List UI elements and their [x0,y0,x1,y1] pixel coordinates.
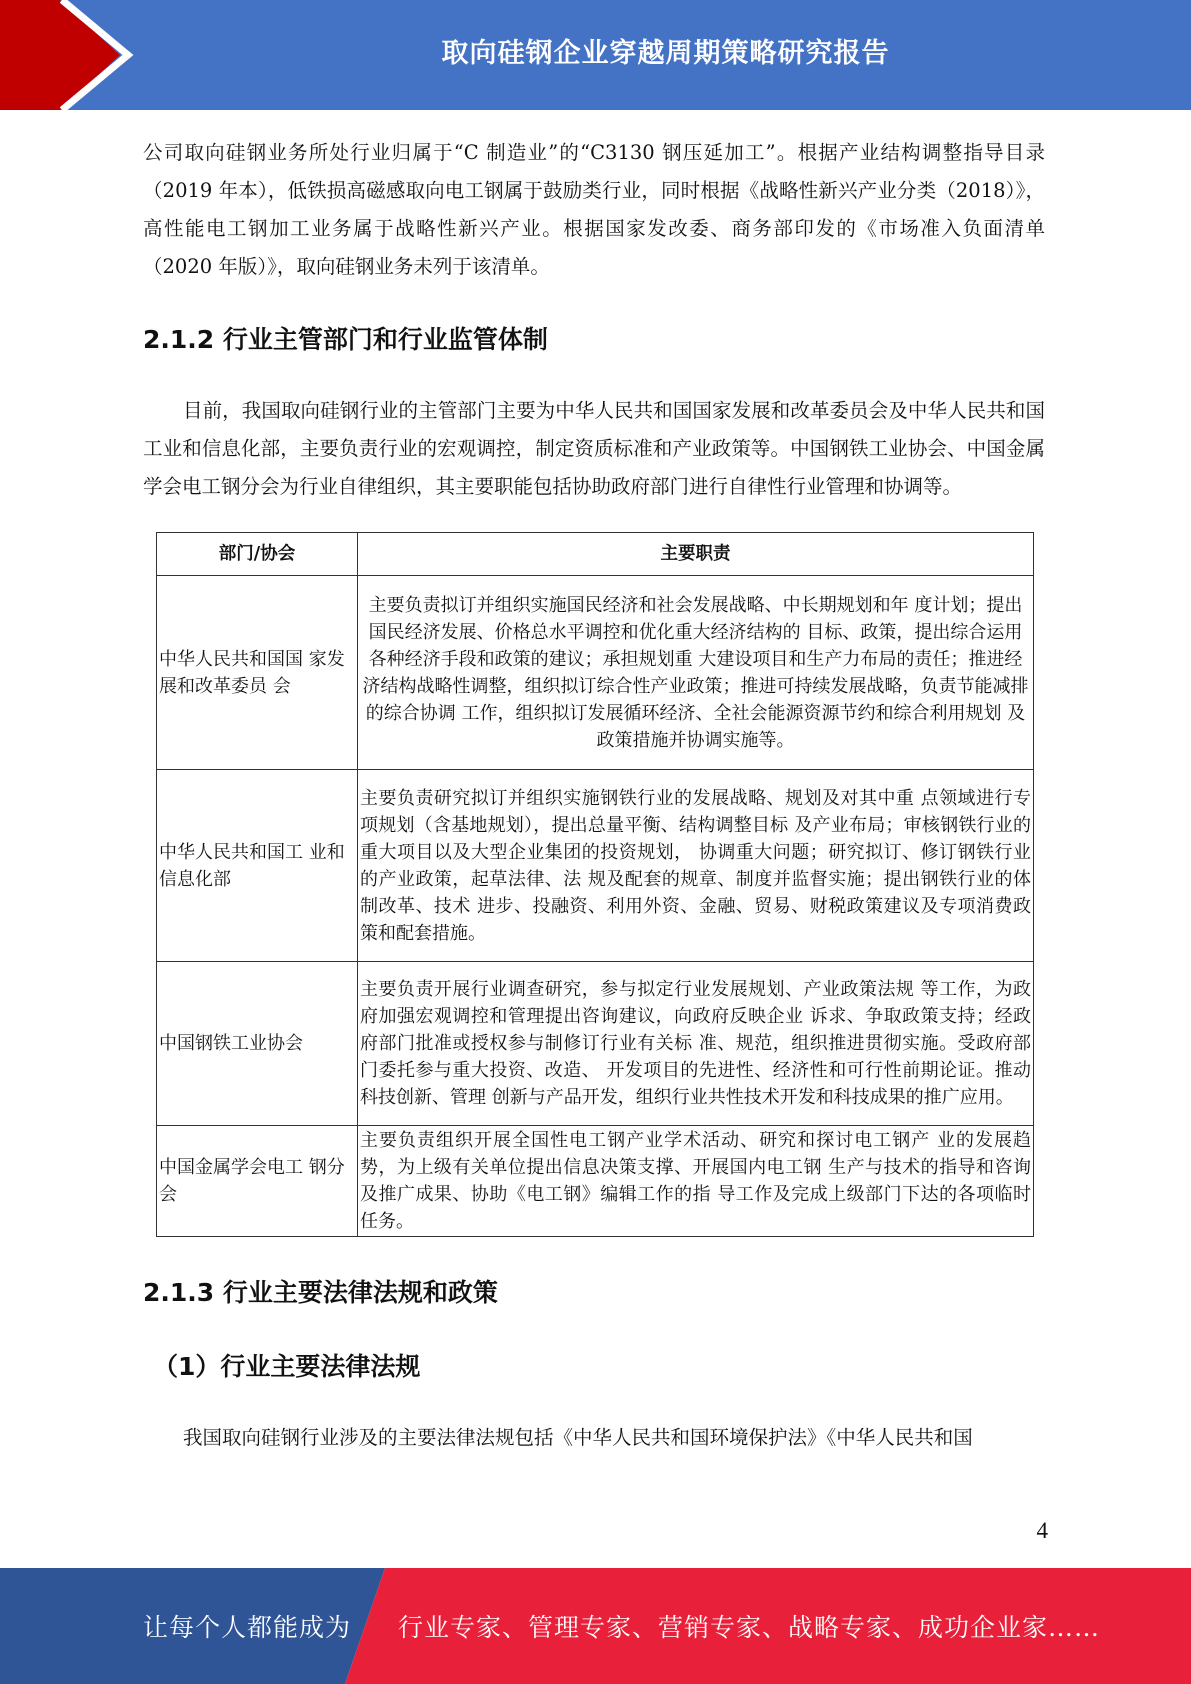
table-row [157,1126,1034,1237]
table-cell-duty: 主要负责研究拟订并组织实施钢铁行业的发展战略、规划及对其中重 点领域进行专项规划（含基地规划），提出总量平衡、结构调整目标 及产业布局；审核钢铁行业的重大项目以及大型企业集团的投资规划， 协调重大问题；研究拟订、修订钢铁行业的产业政策，起草法律、法 规及配套的规章、制度并监督实施；提出钢铁行业的体制改革、技术 进步、投融资、利用外资、金融、贸易、财税政策建议及专项消费政 策和配套措施。 [358,770,1034,962]
footer-slogan-left: 让每个人都能成为 [143,1613,352,1642]
page-content [143,134,1045,1457]
table-cell-duty: 主要负责拟订并组织实施国民经济和社会发展战略、中长期规划和年 度计划；提出国民经济发展、价格总水平调控和优化重大经济结构的 目标、政策，提出综合运用各种经济手段和政策的建议；承担规划重 大建设项目和生产力布局的责任；推进经济结构战略性调整，组织拟订综合性产业政策；推进可持续发展战略，负责节能减排的综合协调 工作，组织拟订发展循环经济、全社会能源资源节约和综合利用规划 及政策措施并协调实施等。 [358,576,1034,770]
table-header-duty: 主要职责 [358,533,1034,576]
footer-banner [0,1568,1191,1684]
subsection-heading-1: （1）行业主要法律法规 [153,1352,421,1381]
table-cell-duty: 主要负责开展行业调查研究，参与拟定行业发展规划、产业政策法规 等工作，为政府加强宏观调控和管理提出咨询建议，向政府反映企业 诉求、争取政策支持；经政府部门批准或授权参与制修订行业有关标 准、规范，组织推进贯彻实施。受政府部门委托参与重大投资、改造、 开发项目的先进性、经济性和可行性前期论证。推动科技创新、管理 创新与产品开发，组织行业共性技术开发和科技成果的推广应用。 [358,962,1034,1126]
footer-slogan-right: 行业专家、管理专家、营销专家、战略专家、成功企业家…… [398,1613,1101,1642]
page-number: 4 [1036,1518,1048,1543]
report-title: 取向硅钢企业穿越周期策略研究报告 [441,37,890,69]
table-cell-dept: 中国金属学会电工 钢分会 [157,1126,358,1237]
intro-paragraph: 公司取向硅钢业务所处行业归属于“C 制造业”的“C3130 钢压延加工”。根据产业结构调整指导目录（2019 年本），低铁损高磁感取向电工钢属于鼓励类行业，同时根据《战略性新兴产业分类（2018）》，高性能电工钢加工业务属于战略性新兴产业。根据国家发改委、商务部印发的《市场准入负面清单（2020 年版）》，取向硅钢业务未列于该清单。 [143,141,1045,278]
section-heading-2-1-3: 2.1.3 行业主要法律法规和政策 [143,1278,498,1307]
header-arrow-icon [0,0,160,110]
table-row [157,576,1034,770]
duties-table [156,532,1034,1237]
table-row [157,962,1034,1126]
table-cell-dept: 中国钢铁工业协会 [157,962,358,1126]
header-banner [0,0,1191,110]
section-2-1-2-paragraph: 目前，我国取向硅钢行业的主管部门主要为中华人民共和国国家发展和改革委员会及中华人民共和国工业和信息化部，主要负责行业的宏观调控，制定资质标准和产业政策等。中国钢铁工业协会、中国金属学会电工钢分会为行业自律组织，其主要职能包括协助政府部门进行自律性行业管理和协调等。 [143,399,1045,498]
section-heading-2-1-2: 2.1.2 行业主管部门和行业监管体制 [143,325,548,354]
table-cell-duty: 主要负责组织开展全国性电工钢产业学术活动、研究和探讨电工钢产 业的发展趋势，为上级有关单位提出信息决策支撑、开展国内电工钢 生产与技术的指导和咨询及推广成果、协助《电工钢》编辑工作的指 导工作及完成上级部门下达的各项临时任务。 [358,1126,1034,1237]
table-cell-dept: 中华人民共和国国 家发展和改革委员 会 [157,576,358,770]
table-header-dept: 部门/协会 [157,533,358,576]
table-row [157,770,1034,962]
table-cell-dept: 中华人民共和国工 业和信息化部 [157,770,358,962]
table-header-row [157,533,1034,576]
subsection-1-paragraph: 我国取向硅钢行业涉及的主要法律法规包括《中华人民共和国环境保护法》《中华人民共和国 [183,1426,973,1449]
